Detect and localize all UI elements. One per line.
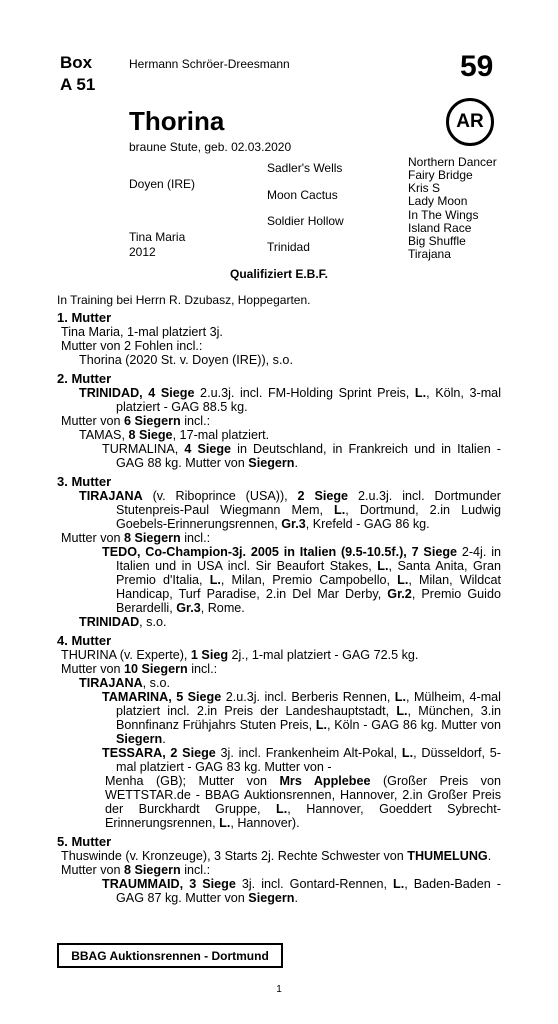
m3-mutter-von: Mutter von 8 Siegern incl.: [61, 531, 211, 545]
race-qualification-box [57, 943, 283, 968]
pedigree-gen3-2: Fairy Bridge [408, 168, 473, 182]
m1-line3: Thorina (2020 St. v. Doyen (IRE)), s.o. [79, 353, 293, 367]
horse-name: Thorina [129, 106, 225, 136]
pedigree-gen3-6: Island Race [408, 221, 472, 235]
ar-badge-text: AR [456, 111, 484, 132]
section-title-5: 5. Mutter [57, 834, 112, 849]
m4-entry-menha: Menha (GB); Mutter von Mrs Applebee (Großer Preis von WETTSTAR.de - BBAG Auktionsrennen, Hannover, 2.in Großer Preis der Burckhardt Gruppe, L., Hannover, Goeddert Sybrecht-Erinnerungsrennen, L., Hannover). [105, 774, 501, 830]
breeder-name: Hermann Schröer-Dreesmann [129, 57, 290, 71]
m4-entry-tamarina: TAMARINA, 5 Siege 2.u.3j. incl. Berberis Rennen, L., Mülheim, 4-mal platziert incl. 2.in Preis der Landeshauptstadt, L., München, 3.in Bonnfinanz Frühjahrs Stuten Preis, L., Köln - GAG 86 kg. Mutter von Siegern. [102, 690, 501, 746]
m5-entry-traummaid: TRAUMMAID, 3 Siege 3j. incl. Gontard-Rennen, L., Baden-Baden - GAG 87 kg. Mutter von Siegern. [102, 877, 501, 905]
pedigree-gen3-7: Big Shuffle [408, 234, 466, 248]
section-title-1: 1. Mutter [57, 310, 112, 325]
m2-mutter-von: Mutter von 6 Siegern incl.: [61, 414, 211, 428]
m4-entry-tessara: TESSARA, 2 Siege 3j. incl. Frankenheim Alt-Pokal, L., Düsseldorf, 5-mal platziert - GAG 83 kg. Mutter von - [102, 746, 501, 774]
pedigree-gen3-4: Lady Moon [408, 194, 468, 208]
m3-entry-trinidad: TRINIDAD, s.o. [79, 615, 167, 629]
pedigree-gen2-1: Sadler's Wells [267, 161, 343, 175]
section-title-4: 4. Mutter [57, 633, 112, 648]
pedigree-dam-year: 2012 [129, 245, 156, 259]
pedigree-gen3-1: Northern Dancer [408, 155, 497, 169]
section-title-2: 2. Mutter [57, 371, 112, 386]
m3-entry-tedo: TEDO, Co-Champion-3j. 2005 in Italien (9.5-10.5f.), 7 Siege 2-4j. in Italien und in USA incl. Sir Beaufort Stakes, L., Santa Anita, Gran Premio d'Italia, L., Milan, Premio Campobello, L., Milan, Wildcat Handicap, Turf Paradise, 2.in Del Mar Derby, Gr.2, Premio Guido Berardelli, Gr.3, Rome. [102, 545, 501, 615]
pedigree-gen2-3: Soldier Hollow [267, 214, 344, 228]
pedigree-dam: Tina Maria [129, 230, 186, 244]
section-title-3: 3. Mutter [57, 474, 112, 489]
m5-mutter-von: Mutter von 8 Siegern incl.: [61, 863, 211, 877]
pedigree-gen3-3: Kris S [408, 181, 441, 195]
m4-entry-thurina: THURINA (v. Experte), 1 Sieg 2j., 1-mal platziert - GAG 72.5 kg. [61, 648, 419, 662]
race-qualification-text: BBAG Auktionsrennen - Dortmund [71, 948, 269, 963]
pedigree-gen3-8: Tirajana [408, 247, 451, 261]
box-label-line2: A 51 [60, 75, 96, 94]
qualification: Qualifiziert E.B.F. [229, 267, 328, 281]
pedigree-gen3-5: In The Wings [408, 208, 479, 222]
m2-entry-turmalina: TURMALINA, 4 Siege in Deutschland, in Frankreich und in Italien - GAG 88 kg. Mutter von Siegern. [102, 442, 501, 470]
m5-entry-thuswinde: Thuswinde (v. Kronzeuge), 3 Starts 2j. Rechte Schwester von THUMELUNG. [61, 849, 492, 863]
m2-entry-trinidad: TRINIDAD, 4 Siege 2.u.3j. incl. FM-Holding Sprint Preis, L., Köln, 3-mal platziert - GAG 88.5 kg. [79, 386, 501, 414]
box-label [60, 52, 95, 96]
dam-line-content [57, 311, 501, 905]
page-number: 1 [276, 984, 282, 995]
m3-entry-tirajana: TIRAJANA (v. Riboprince (USA)), 2 Siege 2.u.3j. incl. Dortmunder Stutenpreis-Paul Wiegmann Mem, L., Dortmund, 2.in Ludwig Goebels-Erinnerungsrennen, Gr.3, Krefeld - GAG 86 kg. [79, 489, 501, 531]
box-label-line1: Box [60, 53, 93, 72]
m1-line2: Mutter von 2 Fohlen incl.: [61, 339, 203, 353]
ar-badge [446, 98, 494, 146]
m2-entry-tamas: TAMAS, 8 Siege, 17-mal platziert. [79, 428, 270, 442]
m1-line1: Tina Maria, 1-mal platziert 3j. [61, 325, 223, 339]
pedigree-gen2-2: Moon Cactus [267, 188, 338, 202]
lot-number: 59 [460, 50, 494, 83]
m4-mutter-von: Mutter von 10 Siegern incl.: [61, 662, 218, 676]
pedigree-sire: Doyen (IRE) [129, 177, 196, 191]
training-note: In Training bei Herrn R. Dzubasz, Hoppegarten. [57, 293, 311, 307]
m4-entry-tirajana: TIRAJANA, s.o. [79, 676, 170, 690]
horse-description: braune Stute, geb. 02.03.2020 [129, 140, 292, 154]
pedigree-gen2-4: Trinidad [267, 240, 310, 254]
